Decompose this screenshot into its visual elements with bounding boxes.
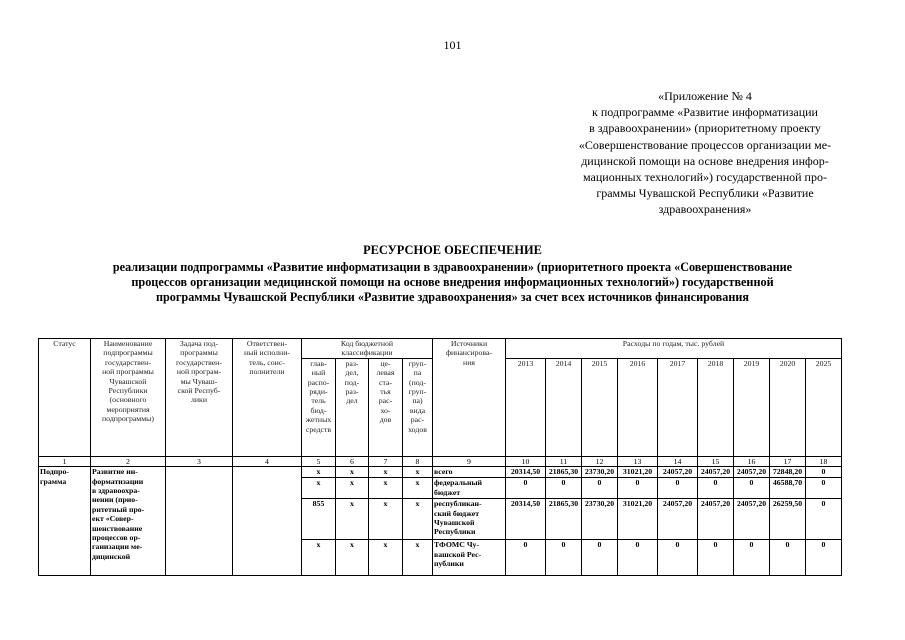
subtitle-line: процессов организации медицинской помощи на основе внедрения информационных технологий») государственной — [131, 275, 774, 290]
header-name: Наименование подпрограммы государствен- ной программы Чувашской Республики (основного мероприятия подпрограммы) — [91, 339, 166, 457]
header-sources: Источники финансирова- ния — [433, 339, 506, 457]
value-cell: 26259,50 — [770, 499, 806, 540]
column-number: 3 — [166, 456, 233, 466]
value-cell: 0 — [582, 540, 618, 576]
source-cell: всего — [433, 467, 506, 478]
value-cell: 0 — [582, 478, 618, 499]
value-cell: 21865,30 — [546, 467, 582, 478]
value-cell: 0 — [546, 540, 582, 576]
header-status: Статус — [39, 339, 91, 457]
column-number: 16 — [734, 456, 770, 466]
value-cell: 24057,20 — [698, 499, 734, 540]
code-cs-cell: x — [369, 478, 403, 499]
value-cell: 24057,20 — [734, 467, 770, 478]
header-code-gl: глав- ный распо- ряди- тель бюд- жетных средств — [302, 358, 336, 456]
source-cell: ТФОМС Чу- вашской Рес- публики — [433, 540, 506, 576]
value-cell: 0 — [618, 478, 658, 499]
value-cell: 0 — [770, 540, 806, 576]
value-cell: 0 — [806, 540, 842, 576]
header-responsible: Ответствен- ный исполни- тель, соис- полнители — [233, 339, 302, 457]
column-number: 4 — [233, 456, 302, 466]
value-cell: 24057,20 — [698, 467, 734, 478]
value-cell: 0 — [506, 540, 546, 576]
value-cell: 24057,20 — [658, 467, 698, 478]
code-gl-cell: x — [302, 540, 336, 576]
column-number: 10 — [506, 456, 546, 466]
value-cell: 0 — [658, 478, 698, 499]
value-cell: 0 — [806, 478, 842, 499]
value-cell: 20314,50 — [506, 467, 546, 478]
code-vr-cell: x — [403, 478, 433, 499]
header-expenses: Расходы по годам, тыс. рублей — [506, 339, 842, 359]
appendix-line: граммы Чувашской Республики «Развитие — [596, 186, 814, 201]
source-cell: федеральный бюджет — [433, 478, 506, 499]
code-gl-cell: x — [302, 467, 336, 478]
responsible-cell — [233, 467, 302, 576]
column-number: 2 — [91, 456, 166, 466]
task-cell — [166, 467, 233, 576]
column-number: 17 — [770, 456, 806, 466]
value-cell: 0 — [806, 499, 842, 540]
subtitle-line: программы Чувашской Республики «Развитие здравоохранения» за счет всех источников финансирования — [156, 290, 749, 305]
header-year: 2015 — [582, 358, 618, 456]
code-rz-cell: x — [336, 478, 369, 499]
value-cell: 24057,20 — [734, 499, 770, 540]
value-cell: 23730,20 — [582, 467, 618, 478]
value-cell: 24057,20 — [658, 499, 698, 540]
value-cell: 46588,70 — [770, 478, 806, 499]
document-title: РЕСУРСНОЕ ОБЕСПЕЧЕНИЕ — [363, 243, 542, 257]
column-number: 11 — [546, 456, 582, 466]
code-gl-cell: x — [302, 478, 336, 499]
appendix-line: в здравоохранении» (приоритетному проекту — [589, 121, 821, 136]
value-cell: 0 — [734, 540, 770, 576]
header-code-rz: раз- дел, под- раз- дел — [336, 358, 369, 456]
code-vr-cell: x — [403, 540, 433, 576]
source-cell: республикан- ский бюджет Чувашской Республики — [433, 499, 506, 540]
column-number: 15 — [698, 456, 734, 466]
appendix-line: к подпрограмме «Развитие информатизации — [592, 105, 818, 120]
code-rz-cell: x — [336, 540, 369, 576]
column-number: 5 — [302, 456, 336, 466]
column-number: 8 — [403, 456, 433, 466]
value-cell: 20314,50 — [506, 499, 546, 540]
appendix-header — [540, 88, 870, 218]
column-number: 9 — [433, 456, 506, 466]
page-number: 101 — [443, 38, 462, 52]
code-vr-cell: x — [403, 467, 433, 478]
document-subtitle — [40, 260, 865, 306]
value-cell: 0 — [618, 540, 658, 576]
code-vr-cell: x — [403, 499, 433, 540]
appendix-line: здравоохранения» — [658, 202, 752, 217]
column-number: 13 — [618, 456, 658, 466]
header-year: 2013 — [506, 358, 546, 456]
appendix-line: мационных технологий») государственной про- — [583, 170, 827, 185]
header-code-vr: груп- па (под- груп- па) вида рас- ходов — [403, 358, 433, 456]
value-cell: 0 — [546, 478, 582, 499]
table-row — [39, 467, 842, 478]
header-code-cs: це- левая ста- тья рас- хо- дов — [369, 358, 403, 456]
header-budget-code: Код бюджетной классификации — [302, 339, 433, 359]
column-number-row — [39, 456, 842, 466]
header-task: Задача под- программы государствен- ной програм- мы Чуваш- ской Респуб- лики — [166, 339, 233, 457]
value-cell: 0 — [506, 478, 546, 499]
value-cell: 23730,20 — [582, 499, 618, 540]
subtitle-line: реализации подпрограммы «Развитие информатизации в здравоохранении» (приоритетного проекта «Совершенствование — [112, 260, 793, 274]
column-number: 14 — [658, 456, 698, 466]
value-cell: 0 — [698, 478, 734, 499]
appendix-line: дицинской помощи на основе внедрения инфор- — [581, 153, 829, 168]
resource-table — [38, 338, 842, 576]
value-cell: 0 — [698, 540, 734, 576]
appendix-line: «Приложение № 4 — [658, 89, 752, 103]
code-rz-cell: x — [336, 467, 369, 478]
value-cell: 0 — [806, 467, 842, 478]
value-cell: 72848,20 — [770, 467, 806, 478]
column-number: 12 — [582, 456, 618, 466]
value-cell: 0 — [658, 540, 698, 576]
column-number: 1 — [39, 456, 91, 466]
header-year: 2020 — [770, 358, 806, 456]
column-number: 18 — [806, 456, 842, 466]
value-cell: 31021,20 — [618, 499, 658, 540]
code-cs-cell: x — [369, 499, 403, 540]
header-year: 2025 — [806, 358, 842, 456]
header-year: 2014 — [546, 358, 582, 456]
header-year: 2019 — [734, 358, 770, 456]
code-rz-cell: x — [336, 499, 369, 540]
code-gl-cell: 855 — [302, 499, 336, 540]
value-cell: 0 — [734, 478, 770, 499]
header-year: 2016 — [618, 358, 658, 456]
status-cell: Подпро- грамма — [39, 467, 91, 576]
code-cs-cell: x — [369, 540, 403, 576]
value-cell: 31021,20 — [618, 467, 658, 478]
value-cell: 21865,30 — [546, 499, 582, 540]
header-year: 2018 — [698, 358, 734, 456]
header-year: 2017 — [658, 358, 698, 456]
program-name-cell: Развитие ин- форматизации в здравоохра- нении (прио- ритетный про- ект «Совер- шенствование процессов ор- ганизации ме- дицинской — [91, 467, 166, 576]
code-cs-cell: x — [369, 467, 403, 478]
appendix-line: «Совершенствование процессов организации ме- — [578, 137, 832, 152]
column-number: 7 — [369, 456, 403, 466]
column-number: 6 — [336, 456, 369, 466]
